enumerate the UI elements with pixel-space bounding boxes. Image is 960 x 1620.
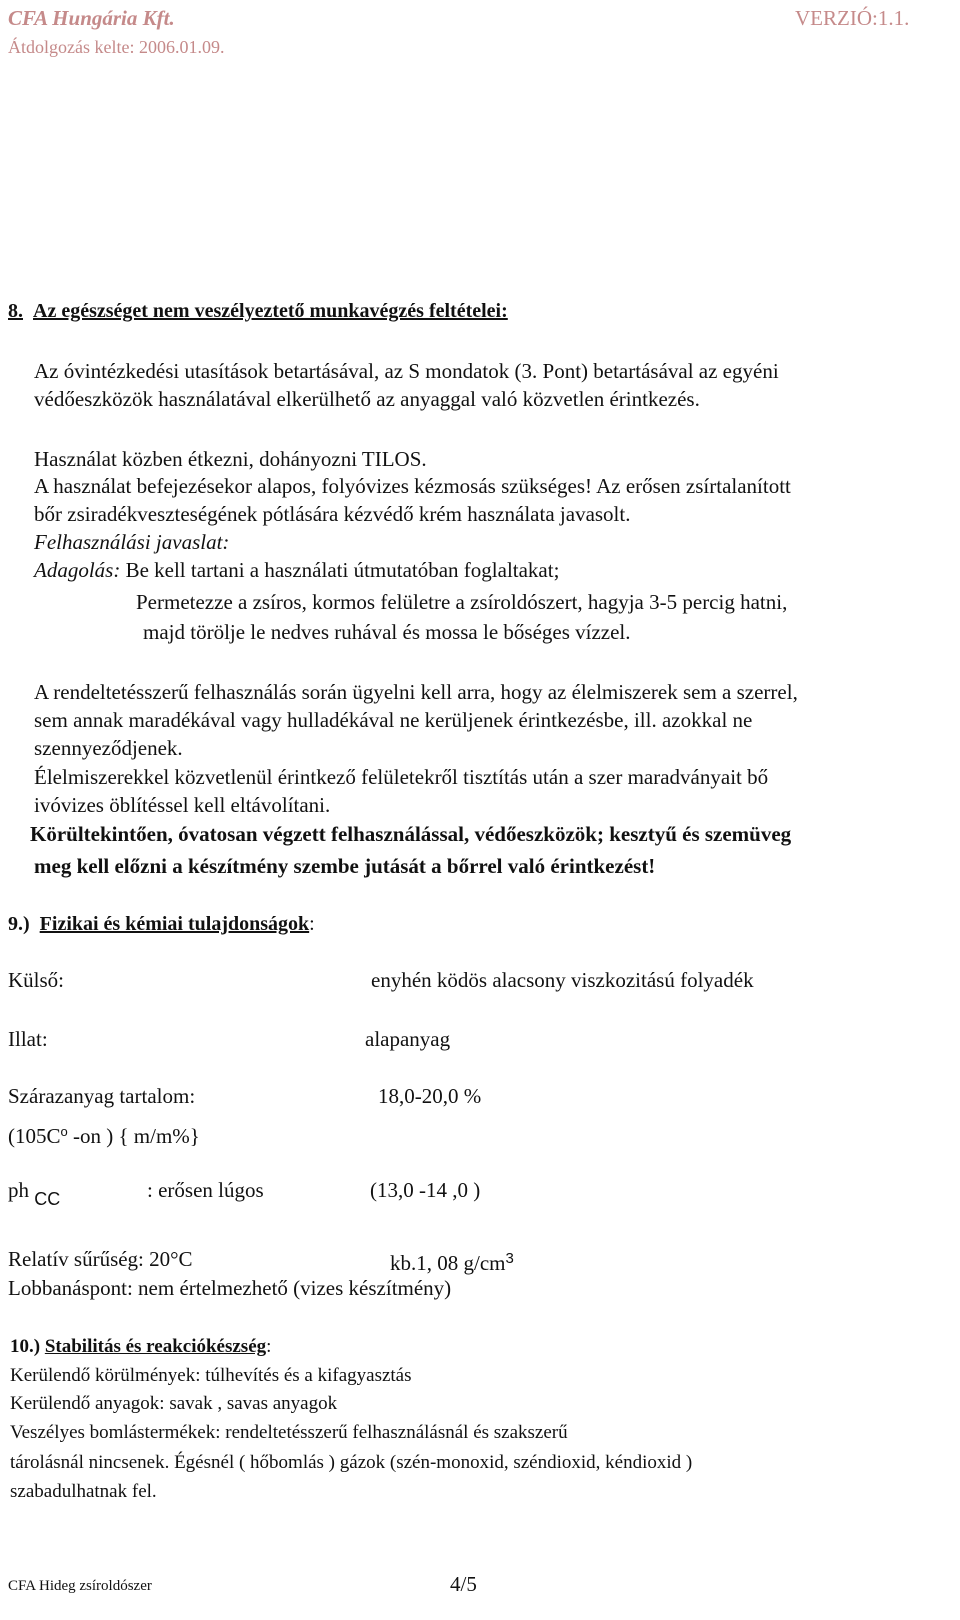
density-label: Relatív sűrűség: 20°C bbox=[8, 1247, 193, 1271]
ph-text: ph bbox=[8, 1178, 35, 1202]
cube-sup: 3 bbox=[505, 1250, 514, 1267]
dry-matter-value: 18,0-20,0 % bbox=[378, 1084, 482, 1108]
density-value bbox=[390, 1247, 514, 1275]
odor-label: Illat: bbox=[8, 1027, 48, 1051]
ph-label bbox=[8, 1178, 60, 1211]
section10-line2: Kerülendő anyagok: savak , savas anyagok bbox=[10, 1393, 338, 1414]
revision-date: Átdolgozás kelte: 2006.01.09. bbox=[8, 37, 225, 57]
ph-sub: CC bbox=[34, 1189, 61, 1209]
density-text: kb.1, 08 g/cm bbox=[390, 1251, 506, 1275]
section10-line1: Kerülendő körülmények: túlhevítés és a kifagyasztás bbox=[10, 1365, 412, 1386]
appearance-value: enyhén ködös alacsony viszkozitású folyadék bbox=[371, 968, 754, 992]
section8-number: 8. bbox=[8, 300, 23, 322]
section8-p3-line1: A rendeltetésszerű felhasználás során ügyelni kell arra, hogy az élelmiszerek sem a szerrel, bbox=[34, 680, 798, 704]
section10-line3: Veszélyes bomlástermékek: rendeltetésszerű felhasználásnál és szakszerű bbox=[10, 1422, 568, 1443]
section8-p3-line3: szennyeződjenek. bbox=[34, 736, 183, 760]
section8-p3-line2: sem annak maradékával vagy hulladékával ne kerüljenek érintkezésbe, ill. azokkal ne bbox=[34, 708, 753, 732]
page-number: 4/5 bbox=[450, 1572, 477, 1596]
footer-product: CFA Hideg zsíroldószer bbox=[8, 1578, 152, 1594]
company-name: CFA Hungária Kft. bbox=[8, 6, 175, 30]
section8-p2-line1: Használat közben étkezni, dohányozni TILOS. bbox=[34, 447, 427, 471]
dosage-line3: majd törölje le nedves ruhával és mossa le bőséges vízzel. bbox=[143, 620, 631, 644]
dry-matter-condition bbox=[8, 1120, 200, 1148]
odor-value: alapanyag bbox=[365, 1027, 451, 1051]
section8-p1-line1: Az óvintézkedési utasítások betartásával, az S mondatok (3. Pont) betartásával az egyéni bbox=[34, 359, 779, 383]
section9-title: Fizikai és kémiai tulajdonságok bbox=[39, 913, 310, 935]
section10-number: 10.) bbox=[10, 1336, 41, 1357]
section9-colon: : bbox=[309, 913, 315, 935]
dry-cond-a: (105C bbox=[8, 1124, 61, 1148]
ph-range: (13,0 -14 ,0 ) bbox=[370, 1178, 481, 1202]
dry-matter-label: Szárazanyag tartalom: bbox=[8, 1084, 196, 1108]
flash-point: Lobbanáspont: nem értelmezhető (vizes készítmény) bbox=[8, 1276, 452, 1300]
section8-p2-line3: bőr zsiradékveszteségének pótlására kézvédő krém használata javasolt. bbox=[34, 502, 631, 526]
dosage-text: Be kell tartani a használati útmutatóban foglaltakat; bbox=[120, 558, 560, 582]
usage-heading: Felhasználási javaslat: bbox=[34, 530, 230, 554]
safety-warning-line1: Körültekintően, óvatosan végzett felhasználással, védőeszközök; kesztyű és szemüveg bbox=[30, 822, 792, 846]
version-label: VERZIÓ:1.1. bbox=[795, 6, 910, 30]
section10-colon: : bbox=[266, 1336, 272, 1357]
section10-title: Stabilitás és reakciókészség bbox=[44, 1336, 267, 1357]
appearance-label: Külső: bbox=[8, 968, 65, 992]
section9-heading bbox=[8, 912, 315, 936]
dosage-line2: Permetezze a zsíros, kormos felületre a zsíroldószert, hagyja 3-5 percig hatni, bbox=[136, 590, 788, 614]
dry-cond-b: -on ) { m/m%} bbox=[67, 1124, 200, 1148]
section10-line4: tárolásnál nincsenek. Égésnél ( hőbomlás ) gázok (szén-monoxid, széndioxid, kéndioxid ) bbox=[10, 1452, 693, 1473]
section8-p4-line2: ivóvizes öblítéssel kell eltávolítani. bbox=[34, 793, 331, 817]
section8-heading bbox=[8, 299, 508, 323]
degree-sup: o bbox=[60, 1124, 68, 1139]
section9-number: 9.) bbox=[8, 913, 30, 935]
ph-description: : erősen lúgos bbox=[147, 1178, 264, 1202]
section10-heading bbox=[10, 1335, 271, 1359]
section10-line5: szabadulhatnak fel. bbox=[10, 1481, 157, 1502]
dosage-label: Adagolás: bbox=[34, 558, 121, 582]
dosage-line1 bbox=[34, 558, 559, 582]
section8-p1-line2: védőeszközök használatával elkerülhető az anyaggal való közvetlen érintkezés. bbox=[34, 387, 700, 411]
section8-p4-line1: Élelmiszerekkel közvetlenül érintkező felületekről tisztítás után a szer maradványait bő bbox=[34, 765, 769, 789]
safety-warning-line2: meg kell előzni a készítmény szembe jutását a bőrrel való érintkezést! bbox=[34, 854, 656, 878]
section8-title: Az egészséget nem veszélyeztető munkavégzés feltételei: bbox=[33, 300, 508, 322]
section8-p2-line2: A használat befejezésekor alapos, folyóvizes kézmosás szükséges! Az erősen zsírtalanított bbox=[34, 474, 791, 498]
